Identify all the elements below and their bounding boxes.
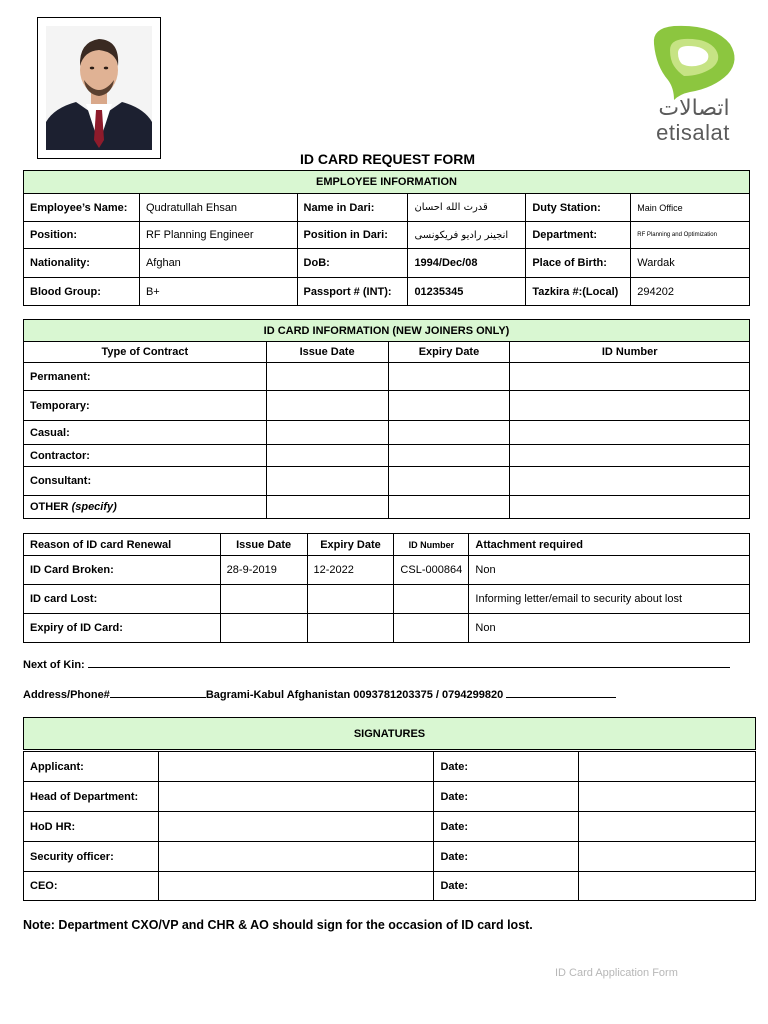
expiry-date-cell[interactable]: [388, 421, 510, 445]
expiry-date-cell[interactable]: [388, 496, 510, 519]
employee-name-label: Employee’s Name:: [24, 194, 140, 222]
column-header: ID Number: [510, 342, 750, 363]
date-label: Date:: [434, 751, 579, 782]
contract-type-label: Casual:: [24, 421, 267, 445]
passport-value[interactable]: 01235345: [408, 278, 526, 306]
contract-row-contractor: [24, 445, 750, 467]
id-card-information-table: [23, 319, 750, 519]
signatory-label: Head of Department:: [24, 782, 159, 812]
name-in-dari-label: Name in Dari:: [297, 194, 408, 222]
date-label: Date:: [434, 782, 579, 812]
id-number-cell[interactable]: [510, 445, 750, 467]
attachment-cell[interactable]: Non: [469, 614, 750, 643]
contract-type-label: Temporary:: [24, 391, 267, 421]
date-label: Date:: [434, 842, 579, 872]
renewal-reason-label: ID Card Broken:: [24, 556, 221, 585]
id-card-renewal-table: [23, 533, 750, 643]
employee-name-value[interactable]: Qudratullah Ehsan: [139, 194, 297, 222]
issue-date-cell[interactable]: [266, 421, 388, 445]
signatures-table: [23, 717, 756, 901]
dob-value[interactable]: 1994/Dec/08: [408, 249, 526, 278]
duty-station-value[interactable]: Main Office: [631, 194, 750, 222]
logo-arabic-wordmark: اتصالات: [658, 96, 730, 121]
expiry-date-cell[interactable]: [388, 445, 510, 467]
employee-row: [24, 278, 750, 306]
renewal-row-lost: [24, 585, 750, 614]
signature-cell[interactable]: [158, 872, 434, 901]
renewal-row-expiry: [24, 614, 750, 643]
date-cell[interactable]: [579, 872, 756, 901]
position-in-dari-value[interactable]: انجینر رادیو فریکونسی: [408, 222, 526, 249]
position-in-dari-label: Position in Dari:: [297, 222, 408, 249]
other-label: OTHER: [30, 501, 69, 513]
footer-caption: ID Card Application Form: [555, 967, 678, 979]
logo-latin-wordmark: etisalat: [656, 120, 730, 145]
contract-type-label: Consultant:: [24, 467, 267, 496]
signature-row-ceo: [24, 872, 756, 901]
employee-photo-frame: [37, 17, 161, 159]
renewal-reason-label: ID card Lost:: [24, 585, 221, 614]
expiry-date-cell[interactable]: [388, 391, 510, 421]
date-cell[interactable]: [579, 842, 756, 872]
signature-cell[interactable]: [158, 751, 434, 782]
issue-date-cell[interactable]: [266, 467, 388, 496]
date-cell[interactable]: [579, 812, 756, 842]
department-label: Department:: [526, 222, 631, 249]
issue-date-cell[interactable]: [220, 614, 307, 643]
id-number-cell[interactable]: [510, 496, 750, 519]
nationality-value[interactable]: Afghan: [139, 249, 297, 278]
id-number-cell[interactable]: [394, 614, 469, 643]
expiry-date-cell[interactable]: [307, 585, 394, 614]
position-label: Position:: [24, 222, 140, 249]
signature-row-applicant: [24, 751, 756, 782]
column-header: Attachment required: [469, 534, 750, 556]
passport-label: Passport # (INT):: [297, 278, 408, 306]
contract-type-label: [24, 496, 267, 519]
date-label: Date:: [434, 812, 579, 842]
renewal-reason-label: Expiry of ID Card:: [24, 614, 221, 643]
employee-section-title: EMPLOYEE INFORMATION: [24, 171, 750, 194]
renewal-header-row: [24, 534, 750, 556]
column-header: Type of Contract: [24, 342, 267, 363]
id-number-cell[interactable]: [510, 363, 750, 391]
form-title: ID CARD REQUEST FORM: [300, 151, 475, 167]
column-header: Issue Date: [266, 342, 388, 363]
date-cell[interactable]: [579, 751, 756, 782]
contract-row-temporary: [24, 391, 750, 421]
issue-date-cell[interactable]: 28-9-2019: [220, 556, 307, 585]
address-blank-line[interactable]: [110, 688, 206, 698]
contract-row-consultant: [24, 467, 750, 496]
signature-row-security-officer: [24, 842, 756, 872]
expiry-date-cell[interactable]: 12-2022: [307, 556, 394, 585]
address-phone-label: Address/Phone#: [23, 689, 110, 701]
column-header: Expiry Date: [307, 534, 394, 556]
address-phone-field: [23, 688, 616, 701]
next-of-kin-field: [23, 658, 730, 671]
attachment-cell[interactable]: Non: [469, 556, 750, 585]
employee-photo: [46, 26, 152, 150]
date-cell[interactable]: [579, 782, 756, 812]
next-of-kin-label: Next of Kin:: [23, 659, 85, 671]
issue-date-cell[interactable]: [266, 445, 388, 467]
expiry-date-cell[interactable]: [307, 614, 394, 643]
column-header: ID Number: [394, 534, 469, 556]
issue-date-cell[interactable]: [266, 391, 388, 421]
signature-cell[interactable]: [158, 842, 434, 872]
employee-information-table: [23, 170, 750, 306]
blood-group-label: Blood Group:: [24, 278, 140, 306]
dob-label: DoB:: [297, 249, 408, 278]
signatory-label: Applicant:: [24, 751, 159, 782]
signatory-label: HoD HR:: [24, 812, 159, 842]
duty-station-label: Duty Station:: [526, 194, 631, 222]
renewal-row-broken: [24, 556, 750, 585]
employee-row: [24, 249, 750, 278]
employee-row: [24, 194, 750, 222]
expiry-date-cell[interactable]: [388, 363, 510, 391]
contract-row-permanent: [24, 363, 750, 391]
contract-type-label: Permanent:: [24, 363, 267, 391]
id-card-header-row: [24, 342, 750, 363]
lost-card-note: Note: Department CXO/VP and CHR & AO should sign for the occasion of ID card lost.: [23, 918, 533, 932]
id-number-cell[interactable]: [510, 467, 750, 496]
signature-cell[interactable]: [158, 812, 434, 842]
signature-row-head-of-department: [24, 782, 756, 812]
issue-date-cell[interactable]: [266, 496, 388, 519]
contract-type-label: Contractor:: [24, 445, 267, 467]
nationality-label: Nationality:: [24, 249, 140, 278]
next-of-kin-input[interactable]: [88, 658, 730, 668]
id-card-section-title: ID CARD INFORMATION (NEW JOINERS ONLY): [24, 320, 750, 342]
id-number-cell[interactable]: [510, 421, 750, 445]
signature-row-hod-hr: [24, 812, 756, 842]
blood-group-value[interactable]: B+: [139, 278, 297, 306]
signature-cell[interactable]: [158, 782, 434, 812]
column-header: Issue Date: [220, 534, 307, 556]
tazkira-value[interactable]: 294202: [631, 278, 750, 306]
other-specify-hint: (specify): [71, 501, 117, 513]
contract-row-other: [24, 496, 750, 519]
place-of-birth-label: Place of Birth:: [526, 249, 631, 278]
date-label: Date:: [434, 872, 579, 901]
place-of-birth-value[interactable]: Wardak: [631, 249, 750, 278]
signatory-label: Security officer:: [24, 842, 159, 872]
id-number-cell[interactable]: [394, 585, 469, 614]
position-value[interactable]: RF Planning Engineer: [139, 222, 297, 249]
column-header: Expiry Date: [388, 342, 510, 363]
issue-date-cell[interactable]: [266, 363, 388, 391]
signatures-section-title: SIGNATURES: [24, 718, 756, 751]
issue-date-cell[interactable]: [220, 585, 307, 614]
tazkira-label: Tazkira #:(Local): [526, 278, 631, 306]
id-number-cell[interactable]: [510, 391, 750, 421]
attachment-cell[interactable]: Informing letter/email to security about lost: [469, 585, 750, 614]
column-header: Reason of ID card Renewal: [24, 534, 221, 556]
employee-row: [24, 222, 750, 249]
name-in-dari-value[interactable]: قدرت الله احسان: [408, 194, 526, 222]
signatory-label: CEO:: [24, 872, 159, 901]
department-value[interactable]: RF Planning and Optimization: [631, 222, 750, 249]
contract-row-casual: [24, 421, 750, 445]
id-number-cell[interactable]: CSL-000864: [394, 556, 469, 585]
expiry-date-cell[interactable]: [388, 467, 510, 496]
address-trailing-line[interactable]: [506, 688, 616, 698]
address-phone-value[interactable]: Bagrami-Kabul Afghanistan 0093781203375 / 0794299820: [205, 689, 504, 701]
